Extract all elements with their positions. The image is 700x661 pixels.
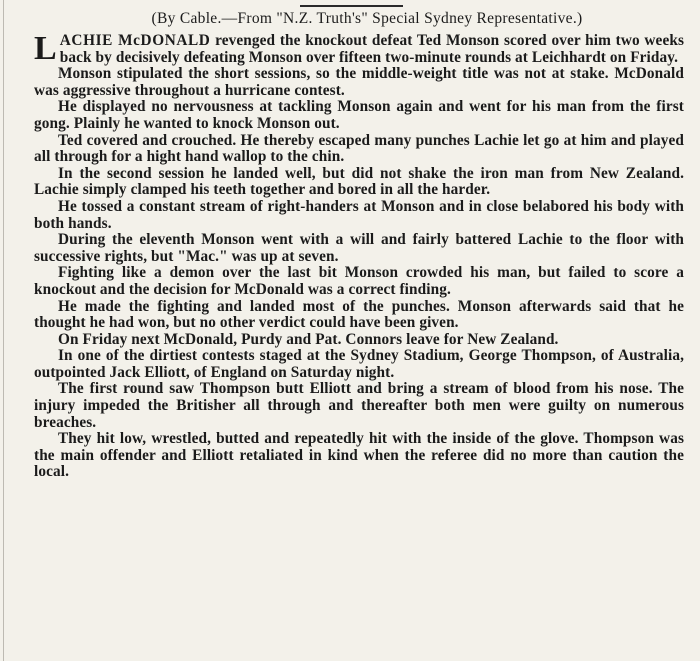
paragraph: On Friday next McDonald, Purdy and Pat. Connors leave for New Zealand.	[58, 330, 559, 348]
paragraph: In one of the dirtiest contests staged at the Sydney Stadium, George Thompson, of Australia, outpointed Jack Elliott, of England on Saturday night.	[34, 347, 684, 381]
paragraph: They hit low, wrestled, butted and repeatedly hit with the inside of the glove. Thompson was the main offender and Elliott retaliated in kind when the referee did no more than caution the local.	[34, 430, 684, 481]
column-divider	[3, 0, 4, 661]
paragraph: He made the fighting and landed most of the punches. Monson afterwards said that he thought he had won, but no other verdict could have been given.	[34, 297, 684, 332]
lead-caps: ACHIE McDONALD	[59, 32, 211, 49]
paragraph: Fighting like a demon over the last bit Monson crowded his man, but failed to score a knockout and the decision for McDonald was a correct finding.	[34, 264, 684, 298]
paragraph: During the eleventh Monson went with a will and fairly battered Lachie to the floor with successive rights, but "Mac." was up at seven.	[34, 231, 684, 265]
drop-cap: L	[34, 30, 57, 67]
lead-paragraph	[34, 30, 684, 67]
section-rule	[300, 5, 403, 7]
paragraph: He displayed no nervousness at tackling Monson again and went for his man from the first gong. Plainly he wanted to knock Monson out.	[34, 98, 684, 132]
dateline: (By Cable.—From "N.Z. Truth's" Special Sydney Representative.)	[151, 10, 583, 27]
article	[34, 10, 684, 481]
paragraph: Monson stipulated the short sessions, so the middle-weight title was not at stake. McDonald was aggressive throughout a hurricane contest.	[34, 65, 684, 99]
paragraph: In the second session he landed well, but did not shake the iron man from New Zealand. Lachie simply clamped his teeth together and bored in all the harder.	[34, 164, 684, 199]
paragraph: He tossed a constant stream of right-handers at Monson and in close belabored his body with both hands.	[34, 197, 684, 232]
lead-text: revenged the knockout defeat Ted Monson scored over him two weeks back by decisively defeating Monson over fifteen two-minute rounds at Leichhardt on Friday.	[59, 32, 684, 66]
paragraph: Ted covered and crouched. He thereby escaped many punches Lachie let go at him and played all through for a hight hand wallop to the chin.	[34, 131, 684, 166]
paragraph: The first round saw Thompson butt Elliott and bring a stream of blood from his nose. The injury impeded the Britisher all through and thereafter both men were guilty on numerous breaches.	[34, 380, 684, 431]
